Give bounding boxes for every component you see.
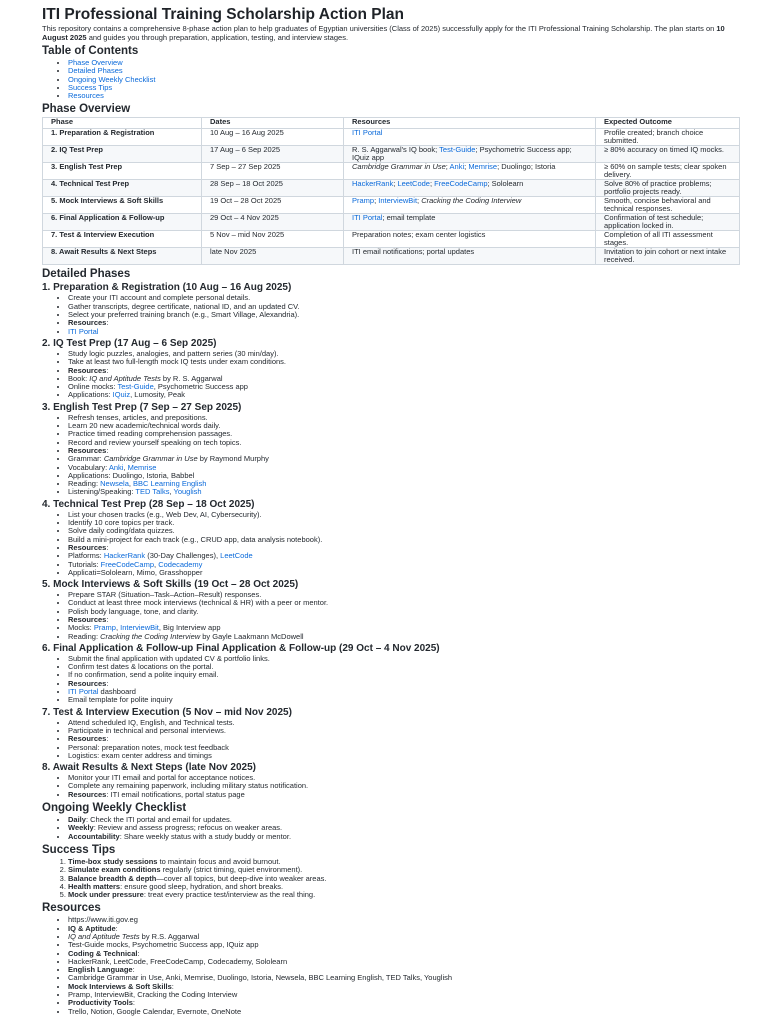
bold-text: Resources (68, 678, 107, 688)
text-span: Monitor your ITI email and portal for acceptance notices. (68, 773, 256, 783)
cell-phase: 1. Preparation & Registration (43, 129, 202, 146)
col-header-dates: Dates (202, 118, 344, 129)
cell-phase: 7. Test & Interview Execution (43, 231, 202, 248)
text-span: : (132, 965, 135, 975)
text-span: : (115, 923, 118, 933)
text-span: : ensure good sleep, hydration, and short breaks. (120, 881, 284, 891)
phase-heading: 4. Technical Test Prep (28 Sep – 18 Oct 2025) (42, 498, 255, 510)
phase-heading: 2. IQ Test Prep (17 Aug – 6 Sep 2025) (42, 337, 217, 349)
text-span: If no confirmation, send a polite inquiry email. (68, 670, 219, 680)
text-span: Vocabulary: (68, 462, 109, 472)
phase-heading: 6. Final Application & Follow-up Final Application & Follow-up (29 Oct – 4 Nov 2025) (42, 642, 440, 654)
list-item (68, 680, 740, 688)
text-span: : Check the ITI portal and email for updates. (85, 815, 232, 825)
text-span: Reading: (68, 631, 101, 641)
text-span: : (137, 948, 140, 958)
text-span: Learn 20 new academic/technical words daily. (68, 421, 221, 431)
text-span: Refresh tenses, articles, and prepositions. (68, 412, 208, 422)
intro-paragraph: This repository contains a comprehensive 8-phase action plan to help graduates of Egyptian universities (Class of 2025) successfully apply for the ITI Professional Training Scholarship. The plan starts on 10 August 2025 and guides you through preparation, application, testing, and interview stages. (42, 24, 725, 42)
list-item (68, 439, 740, 447)
list-item (68, 696, 740, 704)
toc-heading: Table of Contents (42, 45, 139, 57)
toc-item (68, 59, 740, 67)
text-span: : (132, 998, 135, 1008)
inline-link[interactable]: Youglish (173, 487, 202, 497)
text-span: dashboard (98, 687, 136, 697)
list-item (68, 791, 740, 799)
text-span: Identify 10 core topics per track. (68, 518, 175, 528)
text-span: Tutorials: (68, 559, 101, 569)
phase-list (42, 655, 740, 705)
overview-table-body (43, 129, 740, 265)
text-span: Listening/Speaking: (68, 487, 136, 497)
italic-text: IQ and Aptitude Tests (68, 932, 140, 941)
table-row (43, 180, 740, 197)
text-span: : Share weekly status with a study buddy or mentor. (119, 831, 292, 841)
col-header-phase: Phase (43, 118, 202, 129)
text-span: , (123, 462, 128, 472)
cell-dates: 28 Sep – 18 Oct 2025 (202, 180, 344, 197)
inline-link[interactable]: ITI Portal (68, 687, 99, 697)
col-header-resources: Resources (344, 118, 596, 129)
text-span: : (106, 614, 109, 624)
list-item (68, 671, 740, 679)
col-header-outcome: Expected Outcome (596, 118, 740, 129)
text-span: Pramp, InterviewBit, Cracking the Coding Interview (68, 990, 238, 1000)
page-title: ITI Professional Training Scholarship Action Plan (42, 6, 405, 23)
bold-text: Resources (68, 318, 107, 328)
text-span: Select your preferred training branch (e.g., Smart Village, Alexandria). (68, 310, 300, 320)
inline-link[interactable]: Codecademy (158, 559, 203, 569)
text-span: ; (393, 179, 398, 189)
text-span: Attend scheduled IQ, English, and Technical tests. (68, 717, 235, 727)
cell-dates: 29 Oct – 4 Nov 2025 (202, 214, 344, 231)
inline-link[interactable]: Newsela (100, 479, 129, 489)
text-span: Polish body language, tone, and clarity. (68, 606, 199, 616)
text-span: , Big Interview app (158, 623, 221, 633)
text-span: Book: (68, 373, 90, 383)
phase-list (42, 414, 740, 497)
cell-dates: 7 Sep – 27 Sep 2025 (202, 163, 344, 180)
cell-resources (344, 180, 596, 197)
list-item (68, 916, 740, 924)
text-span: , Psychometric Success app (153, 382, 248, 392)
cell-resources (344, 163, 596, 180)
text-span: ITI email notifications; portal updates (352, 247, 475, 257)
inline-link[interactable]: BBC Learning English (133, 479, 207, 489)
text-span: Applications: Duolingo, Istoria, Babbel (68, 470, 195, 480)
cell-outcome: Smooth, concise behavioral and technical responses. (596, 197, 740, 214)
phase-list (42, 511, 740, 577)
italic-text: Cambridge Grammar in Use (103, 454, 198, 464)
cell-outcome: Profile created; branch choice submitted. (596, 129, 740, 146)
text-span: : treat every practice test/interview as the real thing. (143, 890, 316, 900)
toc-link-detailed-phases[interactable]: Detailed Phases (68, 66, 123, 76)
text-span: Create your ITI account and complete personal details. (68, 293, 251, 303)
inline-link[interactable]: Pramp (352, 196, 375, 206)
inline-link[interactable]: ITI Portal (352, 128, 383, 138)
cell-dates: 19 Oct – 28 Oct 2025 (202, 197, 344, 214)
text-span: : ITI email notifications, portal status page (106, 789, 245, 799)
phase-list (42, 350, 740, 400)
text-span: Mocks: (68, 623, 94, 633)
cell-outcome: Solve 80% of practice problems; portfolio projects ready. (596, 180, 740, 197)
phase-heading: 7. Test & Interview Execution (5 Nov – mid Nov 2025) (42, 706, 292, 718)
cell-resources (344, 214, 596, 231)
cell-phase: 5. Mock Interviews & Soft Skills (43, 197, 202, 214)
bold-text: Resources (68, 789, 107, 799)
cell-phase: 4. Technical Test Prep (43, 180, 202, 197)
cell-outcome: Confirmation of test schedule; application locked in. (596, 214, 740, 231)
cell-phase: 8. Await Results & Next Steps (43, 248, 202, 265)
phase-heading: 5. Mock Interviews & Soft Skills (19 Oct – 28 Oct 2025) (42, 579, 299, 591)
bold-text: Balance breadth & depth (68, 873, 157, 883)
tips-list (42, 858, 740, 899)
bold-text: Resources (68, 614, 107, 624)
cell-outcome: ≥ 60% on sample tests; clear spoken delivery. (596, 163, 740, 180)
phase-heading: 3. English Test Prep (7 Sep – 27 Sep 2025) (42, 401, 242, 413)
italic-text: Cracking the Coding Interview (421, 196, 522, 206)
list-item (68, 833, 740, 841)
bold-text: Health matters (68, 881, 121, 891)
italic-text: IQ and Aptitude Tests (89, 373, 161, 383)
text-span: https://www.iti.gov.eg (68, 915, 138, 925)
list-item (68, 569, 740, 577)
checklist-list (42, 816, 740, 841)
bold-text: Mock Interviews & Soft Skills (68, 981, 172, 991)
text-span: ; (464, 162, 469, 172)
phase-heading: 1. Preparation & Registration (10 Aug – 16 Aug 2025) (42, 282, 292, 294)
text-span: Gather transcripts, degree certificate, national ID, and an updated CV. (68, 301, 300, 311)
text-span: ; (445, 162, 450, 172)
cell-resources (344, 129, 596, 146)
text-span: , (169, 487, 174, 497)
bold-text: Productivity Tools (68, 998, 133, 1008)
text-span: : (106, 445, 109, 455)
list-item (68, 328, 740, 336)
list-item (68, 488, 740, 496)
inline-link[interactable]: InterviewBit (378, 196, 418, 206)
cell-dates: 5 Nov – mid Nov 2025 (202, 231, 344, 248)
bold-text: Simulate exam conditions (68, 865, 161, 875)
cell-phase: 3. English Test Prep (43, 163, 202, 180)
table-row (43, 231, 740, 248)
text-span: Confirm test dates & locations on the portal. (68, 662, 214, 672)
list-item (68, 633, 740, 641)
phase-overview-table (42, 117, 740, 265)
table-row (43, 146, 740, 163)
list-item (68, 319, 740, 327)
cell-dates: 10 Aug – 16 Aug 2025 (202, 129, 344, 146)
italic-text: Cambridge Grammar in Use (352, 162, 446, 172)
inline-link[interactable]: Memrise (127, 462, 157, 472)
text-span: Submit the final application with updated CV & portfolio links. (68, 653, 270, 663)
inline-link[interactable]: Anki (449, 162, 465, 172)
text-span: Test-Guide mocks, Psychometric Success app, IQuiz app (68, 940, 259, 950)
tips-heading: Success Tips (42, 843, 116, 856)
checklist-heading: Ongoing Weekly Checklist (42, 802, 187, 815)
overview-heading: Phase Overview (42, 103, 131, 116)
cell-outcome: ≥ 80% accuracy on timed IQ mocks. (596, 146, 740, 163)
text-span: R. S. Aggarwal's IQ book; (352, 145, 440, 155)
bold-text: Coding & Technical (68, 948, 138, 958)
bold-text: Daily (68, 815, 86, 825)
cell-outcome: Invitation to join cohort or next intake received. (596, 248, 740, 265)
text-span: ; (374, 196, 379, 206)
table-header-row (43, 118, 740, 129)
detailed-phases (42, 282, 740, 799)
cell-resources (344, 248, 596, 265)
text-span: Take at least two full-length mock IQ tests under exam conditions. (68, 357, 287, 367)
cell-resources (344, 231, 596, 248)
text-span: —cover all topics, but deep-dive into weaker areas. (156, 873, 327, 883)
text-span: by Gayle Laakmann McDowell (200, 631, 304, 641)
bold-text: Accountability (68, 831, 120, 841)
italic-text: Cracking the Coding Interview (100, 631, 201, 641)
list-item (68, 536, 740, 544)
inline-link[interactable]: Memrise (468, 162, 498, 172)
cell-resources (344, 197, 596, 214)
text-span: ; (417, 196, 422, 206)
text-span: HackerRank, LeetCode, FreeCodeCamp, Codecademy, Sololearn (68, 956, 288, 966)
text-span: Personal: preparation notes, mock test feedback (68, 742, 229, 752)
inline-link[interactable]: FreeCodeCamp (100, 559, 155, 569)
text-span: Email template for polite inquiry (68, 695, 173, 705)
text-span: Participate in technical and personal interviews. (68, 725, 227, 735)
inline-link[interactable]: Pramp (93, 623, 116, 633)
text-span: Build a mini-project for each track (e.g., CRUD app, data analysis notebook). (68, 534, 323, 544)
text-span: Platforms: (68, 551, 104, 561)
bold-text: IQ & Aptitude (68, 923, 116, 933)
inline-link[interactable]: TED Talks (135, 487, 170, 497)
toc-item (68, 84, 740, 92)
list-item (68, 941, 740, 949)
bold-text: Resources (68, 734, 107, 744)
phase-list (42, 719, 740, 760)
text-span: by R.S. Aggarwal (139, 932, 200, 941)
text-span: Grammar: (68, 454, 104, 464)
toc-item (68, 67, 740, 75)
list-item (68, 608, 740, 616)
table-row (43, 248, 740, 265)
list-item (68, 752, 740, 760)
inline-link[interactable]: InterviewBit (120, 623, 159, 633)
text-span: Practice timed reading comprehension passages. (68, 429, 233, 439)
text-span: ; (429, 179, 435, 189)
toc-link-resources[interactable]: Resources (68, 91, 104, 101)
text-span: , Lumosity, Peak (130, 390, 186, 400)
text-span: Cambridge Grammar in Use, Anki, Memrise, Duolingo, Istoria, Newsela, BBC Learning English, TED Talks, Youglish (68, 973, 453, 983)
text-span: : (106, 734, 109, 744)
bold-text: English Language (68, 965, 133, 975)
table-row (43, 214, 740, 231)
text-span: by R. S. Aggarwal (160, 373, 223, 383)
text-span: : (106, 542, 109, 552)
resources-list (42, 916, 740, 1016)
toc-link-success-tips[interactable]: Success Tips (68, 82, 113, 92)
phase-list (42, 774, 740, 799)
list-item (68, 958, 740, 966)
text-span: ; Duolingo; Istoria (497, 162, 556, 172)
phase-heading: 8. Await Results & Next Steps (late Nov 2025) (42, 762, 256, 774)
text-span: : (171, 981, 174, 991)
toc-link-weekly-checklist[interactable]: Ongoing Weekly Checklist (68, 74, 156, 84)
cell-dates: 17 Aug – 6 Sep 2025 (202, 146, 344, 163)
cell-dates: late Nov 2025 (202, 248, 344, 265)
table-row (43, 197, 740, 214)
text-span: ; email template (382, 213, 436, 223)
text-span: ; Psychometric Success app; IQuiz app (352, 145, 572, 163)
list-item (68, 455, 740, 463)
toc-item (68, 76, 740, 84)
bold-text: Mock under pressure (68, 890, 144, 900)
bold-text: Resources (68, 542, 107, 552)
inline-link[interactable]: LeetCode (220, 551, 253, 561)
list-item (68, 311, 740, 319)
cell-phase: 2. IQ Test Prep (43, 146, 202, 163)
list-item (68, 358, 740, 366)
text-span: Conduct at least three mock interviews (technical & HR) with a peer or mentor. (68, 598, 329, 608)
inline-link[interactable]: FreeCodeCamp (434, 179, 488, 189)
text-span: , (128, 479, 134, 489)
inline-link[interactable]: LeetCode (397, 179, 430, 189)
text-span: (30-Day Challenges), (145, 551, 221, 561)
inline-link[interactable]: HackerRank (103, 551, 146, 561)
inline-link[interactable]: HackerRank (352, 179, 394, 189)
toc-list (42, 59, 740, 100)
text-span: : (106, 318, 109, 328)
detailed-heading: Detailed Phases (42, 268, 131, 281)
text-span: List your chosen tracks (e.g., Web Dev, AI, Cybersecurity). (68, 509, 262, 519)
list-item (68, 891, 740, 899)
text-span: : (106, 365, 109, 375)
text-span: by Raymond Murphy (197, 454, 269, 464)
text-span: Online mocks: (68, 382, 118, 392)
text-span: Study logic puzzles, analogies, and pattern series (30 min/day). (68, 348, 279, 358)
start-date: 10 August 2025 (42, 24, 725, 42)
list-item (68, 727, 740, 735)
text-span: Solve daily coding/data quizzes. (68, 526, 175, 536)
table-row (43, 129, 740, 146)
table-row (43, 163, 740, 180)
text-span: Applications: (68, 390, 113, 400)
inline-link[interactable]: IQuiz (112, 390, 131, 400)
text-span: ; Sololearn (487, 179, 524, 189)
text-span: Prepare STAR (Situation–Task–Action–Result) responses. (68, 590, 262, 600)
list-item (68, 991, 740, 999)
toc-link-phase-overview[interactable]: Phase Overview (68, 58, 123, 67)
inline-link[interactable]: Test-Guide (439, 145, 476, 155)
text-span: Trello, Notion, Google Calendar, Evernote, OneNote (68, 1006, 242, 1016)
bold-text: Resources (68, 445, 107, 455)
text-span: Record and review yourself speaking on tech topics. (68, 437, 242, 447)
text-span: Complete any remaining paperwork, including military status notification. (68, 781, 309, 791)
inline-link[interactable]: ITI Portal (68, 326, 99, 336)
cell-resources (344, 146, 596, 163)
cell-outcome: Completion of all ITI assessment stages. (596, 231, 740, 248)
inline-link[interactable]: Anki (108, 462, 124, 472)
bold-text: Time-box study sessions (68, 856, 158, 866)
cell-phase: 6. Final Application & Follow-up (43, 214, 202, 231)
text-span: : (106, 678, 109, 688)
list-item (68, 391, 740, 399)
toc-item (68, 92, 740, 100)
inline-link[interactable]: ITI Portal (352, 213, 383, 223)
list-item (68, 1008, 740, 1016)
text-span: to maintain focus and avoid burnout. (157, 856, 281, 866)
text-span: : Review and assess progress; refocus on weaker areas. (93, 823, 283, 833)
text-span: , (115, 623, 121, 633)
bold-text: Resources (68, 365, 107, 375)
resources-heading: Resources (42, 902, 101, 915)
inline-link[interactable]: Test-Guide (117, 382, 154, 392)
bold-text: Weekly (68, 823, 94, 833)
text-span: regularly (strict timing, quiet environment). (160, 865, 303, 875)
text-span: , (154, 559, 159, 569)
text-span: Preparation notes; exam center logistics (352, 230, 486, 240)
phase-list (42, 294, 740, 335)
text-span: Reading: (68, 479, 101, 489)
text-span: Logistics: exam center address and timings (68, 750, 212, 760)
text-span: Applicati=Sololearn, Mimo, Grasshopper (68, 567, 203, 577)
phase-list (42, 591, 740, 641)
